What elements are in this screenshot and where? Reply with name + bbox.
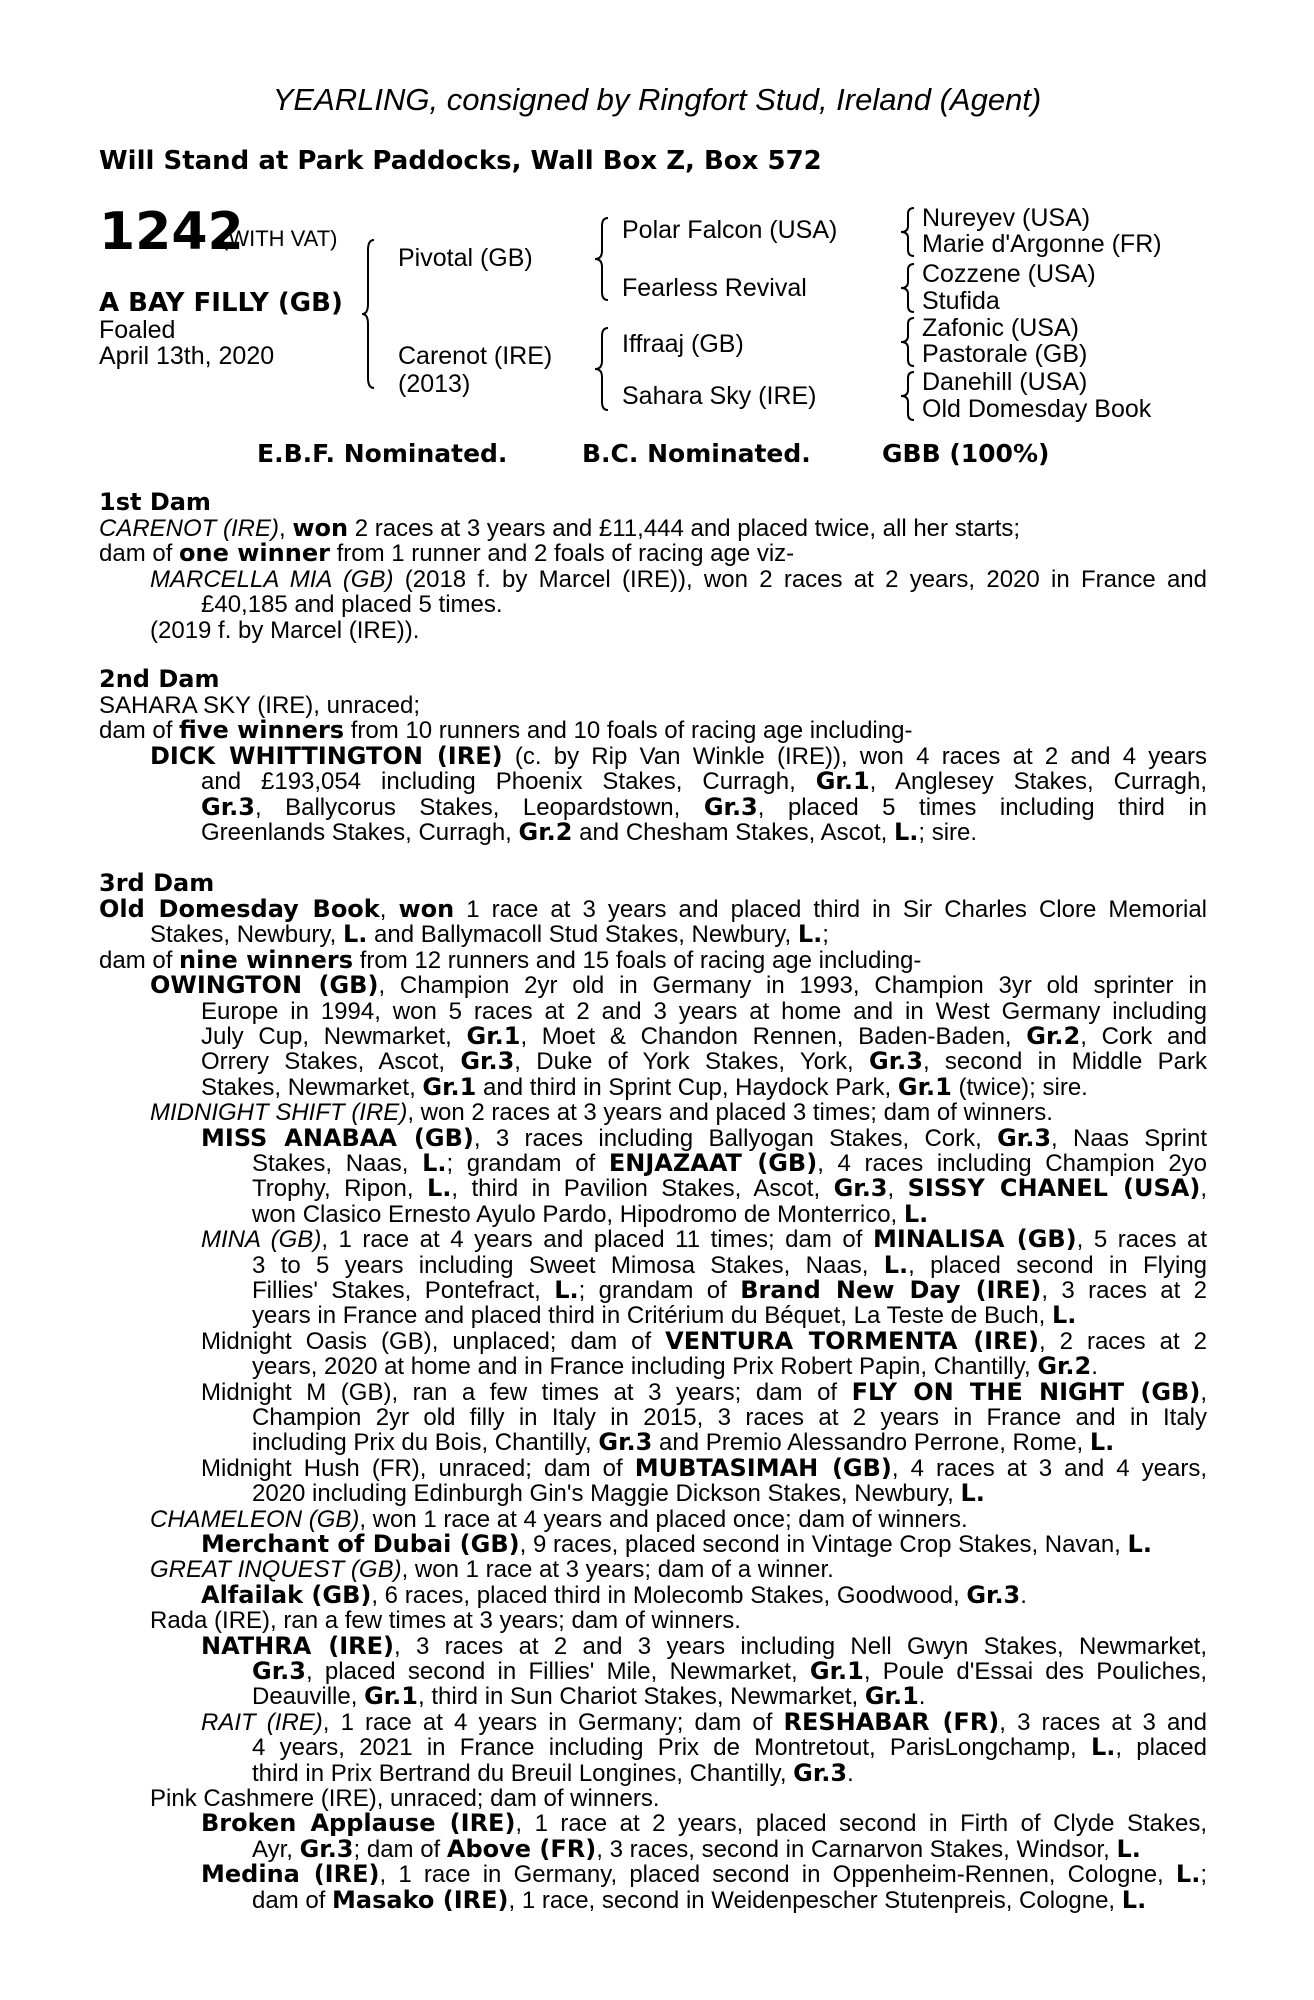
text-run: from 12 runners and 15 foals of racing age including- (353, 946, 922, 974)
text-run: Medina (IRE) (201, 1860, 380, 1889)
text-run: VENTURA TORMENTA (IRE) (665, 1326, 1039, 1355)
text-run: , 3 races at 3 and (999, 1708, 1207, 1736)
text-run: Gr.3 (460, 1047, 515, 1076)
text-run: Gr.1 (364, 1682, 418, 1711)
text-run: Ayr, (252, 1835, 300, 1863)
text-run: , 1 race at 2 years, placed second in Firth of Clyde Stakes, (515, 1810, 1207, 1838)
text-run: , 4 races at 3 and 4 years, (891, 1454, 1207, 1482)
dam3-line (150, 1786, 660, 1811)
text-run: , Champion 2yr old in Germany in 1993, Champion 3yr old sprinter in (378, 972, 1208, 1000)
text-run: , 4 races including Champion 2yo (817, 1150, 1208, 1177)
text-run: Gr.1 (809, 1657, 864, 1685)
text-run: , 1 race in Germany, placed second in Oppenheim-Rennen, Cologne, (379, 1861, 1176, 1889)
text-run: , 1 race at 4 years and placed 11 times; dam of (321, 1226, 873, 1254)
dam3-line (201, 999, 1207, 1024)
sire-dam-dam: Stufida (922, 287, 1000, 315)
pedigree-brace-g3-2 (898, 262, 920, 314)
text-run: , Cork and (1080, 1023, 1207, 1050)
text-run: MISS ANABAA (GB) (201, 1123, 474, 1152)
text-run: dam of (99, 540, 180, 568)
text-run: Above (FR) (446, 1834, 597, 1863)
dam3-line (201, 1049, 1207, 1074)
bc-nomination: B.C. Nominated. (582, 439, 811, 468)
dam3-line (252, 1250, 1208, 1279)
text-run: L. (883, 1250, 909, 1279)
text-run: , Naas Sprint (1051, 1124, 1207, 1152)
ebf-nomination: E.B.F. Nominated. (257, 439, 508, 468)
dam3-line (252, 1758, 854, 1787)
text-run: L. (422, 1149, 447, 1177)
text-run: (twice); sire. (951, 1073, 1088, 1101)
text-run: MIDNIGHT SHIFT (IRE) (150, 1099, 408, 1127)
dam1-line (99, 541, 794, 566)
text-run: Brand New Day (IRE) (740, 1276, 1042, 1304)
text-run: from 10 runners and 10 foals of racing age including- (344, 717, 913, 745)
text-run: Rada (IRE), ran a few times at 3 years; dam of winners. (150, 1607, 741, 1635)
text-run: L. (893, 818, 919, 846)
text-run: , placed (1115, 1734, 1208, 1762)
text-run: L. (1089, 1428, 1115, 1457)
text-run: , (887, 1175, 908, 1203)
text-run: Midnight Oasis (GB), unplaced; dam of (201, 1327, 666, 1355)
sire-sire: Polar Falcon (USA) (622, 216, 838, 244)
dam1-line (150, 618, 419, 643)
dam-year: (2013) (398, 370, 471, 398)
text-run: L. (797, 920, 823, 949)
text-run: NATHRA (IRE) (201, 1631, 395, 1660)
text-run: L. (1052, 1301, 1077, 1330)
lot-description: A BAY FILLY (GB) (99, 288, 343, 318)
dam1-title: 1st Dam (99, 488, 211, 516)
dam-name: Carenot (IRE) (398, 342, 553, 370)
text-run: Gr.3 (252, 1657, 306, 1685)
text-run: GREAT INQUEST (GB) (150, 1556, 402, 1584)
text-run: and Premio Alessandro Perrone, Rome, (652, 1429, 1090, 1457)
dam3-line (201, 1707, 1207, 1736)
pedigree-brace-g3-4 (898, 370, 920, 422)
text-run: Gr.3 (833, 1174, 888, 1203)
text-run: , placed second in Fillies' Mile, Newmarket, (305, 1658, 810, 1685)
text-run: dam of (252, 1886, 333, 1914)
text-run: L. (554, 1276, 579, 1304)
text-run: , Ballycorus Stakes, Leopardstown, (254, 793, 704, 821)
text-run: Gr.1 (864, 1682, 919, 1711)
text-run: , (1200, 1175, 1208, 1203)
text-run: L. (1175, 1860, 1201, 1889)
text-run: FLY ON THE NIGHT (GB) (851, 1377, 1201, 1406)
text-run: Midnight M (GB), ran a few times at 3 years; dam of (201, 1378, 852, 1406)
text-run: Stakes, Newbury, (150, 921, 343, 949)
text-run: Gr.1 (466, 1022, 521, 1050)
text-run: L. (426, 1174, 452, 1203)
text-run: Gr.2 (518, 818, 573, 846)
dam3-line (150, 1100, 1053, 1125)
text-run: , 5 races at (1076, 1226, 1207, 1254)
dam3-line (252, 1684, 925, 1709)
dam3-line (201, 1811, 1207, 1836)
dam3-line (201, 1631, 1208, 1660)
text-run: . (847, 1759, 854, 1787)
dam3-line (201, 1862, 1207, 1887)
text-run: Alfailak (GB) (201, 1580, 372, 1609)
text-run: Fillies' Stakes, Pontefract, (252, 1277, 555, 1304)
pedigree-brace-sire (592, 216, 614, 302)
text-run: , 3 races, second in Carnarvon Stakes, Windsor, (596, 1835, 1117, 1863)
gbb-status: GBB (100%) (882, 439, 1050, 468)
text-run: , 9 races, placed second in Vintage Crop Stakes, Navan, (519, 1531, 1128, 1558)
dam3-line (201, 1024, 1207, 1049)
dam2-line (150, 741, 1207, 770)
dam3-line (252, 1278, 1207, 1303)
text-run: 3 to 5 years including Sweet Mimosa Stakes, Naas, (252, 1251, 884, 1279)
text-run: , won 2 races at 3 years and placed 3 times; dam of winners. (407, 1099, 1053, 1127)
dam3-line (201, 1532, 1152, 1557)
text-run: RAIT (IRE) (201, 1708, 323, 1736)
text-run: MARCELLA MIA (GB) (150, 565, 394, 593)
text-run: , Duke of York Stakes, York, (514, 1048, 870, 1076)
text-run: years in France and placed third in Critérium du Béquet, La Teste de Buch, (252, 1302, 1053, 1330)
dam3-line (150, 973, 1207, 998)
text-run: third in Prix Bertrand du Breuil Longines, Chantilly, (252, 1759, 794, 1787)
dam-sire-sire: Zafonic (USA) (922, 314, 1079, 342)
text-run: nine winners (179, 945, 354, 974)
text-run: won Clasico Ernesto Ayulo Pardo, Hipodromo de Monterrico, (252, 1200, 904, 1228)
text-run: Old Domesday Book (99, 895, 380, 923)
dam3-line (252, 1199, 929, 1228)
text-run: Champion 2yr old filly in Italy in 2015, 3 races at 2 years in France and in Italy (252, 1404, 1207, 1431)
text-run: dam of (99, 946, 180, 974)
text-run: , second in Middle Park (922, 1048, 1207, 1076)
text-run: MINA (GB) (201, 1226, 322, 1254)
text-run: five winners (179, 716, 345, 745)
dam-dam: Sahara Sky (IRE) (622, 382, 817, 410)
text-run: Gr.3 (997, 1123, 1052, 1152)
dam1-line (201, 592, 503, 617)
text-run: L. (1116, 1834, 1141, 1863)
text-run: , (279, 515, 293, 542)
dam3-line (150, 1557, 834, 1582)
text-run: , 3 races at 2 and 3 years including Nell Gwyn Stakes, Newmarket, (394, 1632, 1208, 1660)
pedigree-brace-main (360, 236, 390, 392)
pedigree-brace-g3-1 (898, 206, 920, 258)
text-run: , placed second in Flying (908, 1251, 1208, 1279)
dam3-line (150, 1507, 968, 1532)
text-run: Midnight Hush (FR), unraced; dam of (201, 1454, 635, 1482)
text-run: . (918, 1683, 926, 1711)
dam3-line (201, 1326, 1207, 1355)
text-run: Gr.1 (422, 1072, 477, 1101)
dam3-line (201, 1227, 1207, 1252)
text-run: and Chesham Stakes, Ascot, (572, 819, 894, 846)
text-run: SISSY CHANEL (USA) (907, 1174, 1201, 1203)
text-run: Gr.3 (869, 1047, 923, 1076)
text-run: including Prix du Bois, Chantilly, (252, 1429, 599, 1457)
sire-dam: Fearless Revival (622, 274, 807, 302)
lot-number: 1242 (99, 202, 244, 262)
text-run: Gr.3 (966, 1580, 1021, 1609)
text-run: Europe in 1994, won 5 races at 2 and 3 years at home and in West Germany including (201, 997, 1207, 1025)
text-run: , Poule d'Essai des Pouliches, (863, 1658, 1207, 1685)
text-run: Gr.3 (299, 1834, 354, 1863)
text-run: L. (903, 1199, 929, 1228)
sire-name: Pivotal (GB) (398, 244, 533, 272)
text-run: Pink Cashmere (IRE), unraced; dam of winners. (150, 1785, 660, 1812)
dam3-line (252, 1303, 1076, 1328)
vat-note: (WITH VAT) (221, 226, 338, 251)
dam1-line (99, 516, 1020, 541)
text-run: , 1 race at 4 years in Germany; dam of (322, 1708, 784, 1736)
dam3-line (252, 1176, 1207, 1201)
dam3-line (252, 1481, 985, 1506)
text-run: Orrery Stakes, Ascot, (201, 1048, 461, 1076)
text-run: 2 races at 3 years and £11,444 and placed twice, all her starts; (348, 515, 1021, 542)
text-run: L. (1090, 1733, 1116, 1762)
dam3-line (252, 1151, 1207, 1176)
text-run: , third in Pavilion Stakes, Ascot, (451, 1175, 834, 1203)
text-run: 1 race at 3 years and placed third in Sir Charles Clore Memorial (454, 896, 1208, 923)
text-run: and Ballymacoll Stud Stakes, Newbury, (367, 921, 798, 949)
foaled-label: Foaled (99, 316, 176, 344)
text-run: , won 1 race at 4 years and placed once; dam of winners. (359, 1505, 968, 1533)
text-run: Broken Applause (IRE) (201, 1809, 516, 1838)
text-run: , 3 races at 2 (1041, 1277, 1207, 1304)
text-run: L. (1127, 1530, 1152, 1558)
text-run: Gr.3 (793, 1758, 848, 1787)
text-run: RESHABAR (FR) (783, 1707, 1000, 1736)
text-run: ; (822, 921, 829, 949)
text-run: Gr.2 (1037, 1352, 1092, 1381)
text-run: £40,185 and placed 5 times. (201, 591, 503, 619)
text-run: Trophy, Ripon, (252, 1175, 427, 1203)
text-run: , 3 races including Ballyogan Stakes, Cork, (473, 1124, 998, 1152)
pedigree-brace-g3-3 (898, 316, 920, 368)
text-run: CHAMELEON (GB) (150, 1505, 360, 1533)
pedigree-brace-dam (592, 326, 614, 412)
dam2-title: 2nd Dam (99, 665, 220, 693)
stand-location: Will Stand at Park Paddocks, Wall Box Z, Box 572 (99, 146, 822, 176)
text-run: and third in Sprint Cup, Haydock Park, (476, 1073, 898, 1101)
dam-sire-dam: Pastorale (GB) (922, 340, 1088, 368)
dam2-line (201, 769, 1207, 794)
dam3-line (252, 1885, 1147, 1914)
dam2-line (201, 792, 1207, 821)
text-run: L. (960, 1479, 985, 1508)
text-run: (2018 f. by Marcel (IRE)), won 2 races at 2 years, 2020 in France and (393, 565, 1207, 593)
text-run: Masako (IRE) (332, 1885, 509, 1914)
dam3-line (201, 1072, 1088, 1101)
text-run: Stakes, Newmarket, (201, 1073, 423, 1101)
dam3-title: 3rd Dam (99, 869, 215, 897)
text-run: , (379, 896, 399, 923)
dam2-line (99, 693, 420, 718)
text-run: Merchant of Dubai (GB) (201, 1530, 520, 1558)
text-run: Gr.2 (1026, 1022, 1081, 1050)
text-run: MUBTASIMAH (GB) (634, 1453, 892, 1482)
text-run: ENJAZAAT (GB) (608, 1149, 818, 1177)
text-run: , 6 races, placed third in Molecomb Stakes, Goodwood, (371, 1581, 967, 1609)
sire-sire-dam: Marie d'Argonne (FR) (922, 230, 1162, 258)
text-run: Gr.3 (201, 792, 255, 821)
text-run: from 1 runner and 2 foals of racing age viz- (329, 540, 795, 568)
dam3-line (99, 897, 1207, 922)
text-run: years, 2020 at home and in France including Prix Robert Papin, Chantilly, (252, 1353, 1038, 1381)
text-run: Gr.3 (598, 1428, 653, 1457)
dam3-line (252, 1354, 1098, 1379)
text-run: 4 years, 2021 in France including Prix de Montretout, ParisLongchamp, (252, 1734, 1091, 1762)
text-run: ; (1200, 1861, 1207, 1889)
text-run: SAHARA SKY (IRE), unraced; (99, 692, 421, 719)
text-run: , (1200, 1378, 1207, 1406)
text-run: Greenlands Stakes, Curragh, (201, 819, 519, 846)
text-run: ; dam of (353, 1835, 447, 1863)
sire-dam-sire: Cozzene (USA) (922, 260, 1096, 288)
text-run: , won 1 race at 3 years; dam of a winner. (401, 1556, 834, 1584)
text-run: (2019 f. by Marcel (IRE)). (150, 616, 420, 644)
dam3-line (252, 1735, 1207, 1760)
text-run: , placed 5 times including third in (757, 793, 1207, 821)
text-run: Stakes, Naas, (252, 1150, 423, 1177)
text-run: MINALISA (GB) (872, 1225, 1077, 1254)
dam3-line (201, 1377, 1207, 1406)
text-run: ; sire. (918, 819, 978, 846)
text-run: CARENOT (IRE) (99, 515, 279, 542)
text-run: . (1091, 1353, 1098, 1381)
text-run: Gr.1 (897, 1072, 952, 1101)
dam3-line (150, 1608, 741, 1633)
dam3-line (252, 1659, 1207, 1684)
text-run: one winner (179, 539, 330, 568)
dam3-line (201, 1453, 1207, 1482)
sire-sire-sire: Nureyev (USA) (922, 204, 1091, 232)
text-run: Gr.1 (815, 767, 870, 796)
text-run: Gr.3 (703, 792, 758, 821)
foaled-date: April 13th, 2020 (99, 342, 275, 370)
dam3-line (201, 1580, 1027, 1609)
text-run: dam of (99, 717, 180, 745)
text-run: won (292, 514, 349, 542)
text-run: and £193,054 including Phoenix Stakes, Curragh, (201, 768, 816, 796)
dam3-line (252, 1834, 1141, 1863)
text-run: 2020 including Edinburgh Gin's Maggie Dickson Stakes, Newbury, (252, 1480, 961, 1508)
dam-dam-dam: Old Domesday Book (922, 395, 1152, 423)
text-run: DICK WHITTINGTON (IRE) (150, 741, 503, 770)
text-run: OWINGTON (GB) (150, 971, 379, 1000)
dam1-line (150, 567, 1207, 592)
dam3-line (150, 922, 829, 947)
dam-dam-sire: Danehill (USA) (922, 368, 1088, 396)
text-run: ; grandam of (446, 1150, 609, 1177)
text-run: July Cup, Newmarket, (201, 1023, 467, 1050)
text-run: L. (342, 920, 368, 949)
text-run: , third in Sun Chariot Stakes, Newmarket, (418, 1683, 865, 1711)
dam2-line (201, 820, 977, 845)
text-run: Deauville, (252, 1683, 365, 1711)
dam3-line (99, 945, 922, 974)
text-run: L. (1121, 1885, 1147, 1914)
text-run: (c. by Rip Van Winkle (IRE)), won 4 races at 2 and 4 years (502, 742, 1207, 770)
text-run: . (1020, 1581, 1027, 1609)
text-run: , Anglesey Stakes, Curragh, (869, 768, 1207, 796)
dam-sire: Iffraaj (GB) (622, 330, 744, 358)
text-run: , Moet & Chandon Rennen, Baden-Baden, (520, 1023, 1027, 1050)
dam3-line (201, 1123, 1207, 1152)
text-run: , 2 races at 2 (1038, 1327, 1207, 1355)
dam2-line (99, 718, 912, 743)
dam3-line (252, 1430, 1114, 1455)
dam3-line (252, 1405, 1207, 1430)
catalogue-heading: YEARLING, consigned by Ringfort Stud, Ireland (Agent) (272, 82, 1042, 117)
text-run: ; grandam of (578, 1277, 741, 1304)
text-run: , 1 race, second in Weidenpescher Stutenpreis, Cologne, (508, 1886, 1122, 1914)
text-run: won (398, 895, 455, 923)
